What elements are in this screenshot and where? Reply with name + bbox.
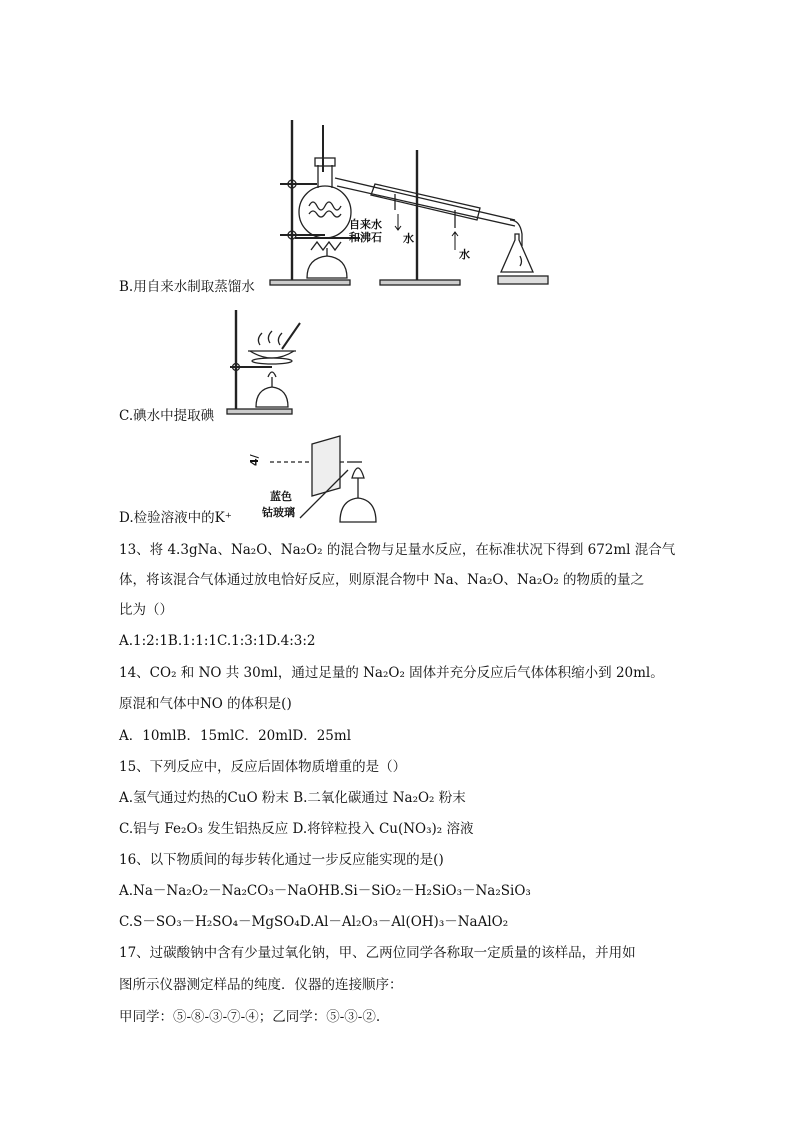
distillation-figure <box>265 110 555 295</box>
q13-line3: 比为（） <box>119 602 173 618</box>
q17-line3: 甲同学：⑤-⑧-③-⑦-④；乙同学：⑤-③-②. <box>119 1009 381 1025</box>
q13-line1: 13、将 4.3gNa、Na₂O、Na₂O₂ 的混合物与足量水反应，在标准状况下得到 672ml 混合气 <box>119 542 676 558</box>
q15-line1: 15、下列反应中，反应后固体物质增重的是（） <box>119 759 407 775</box>
evaporation-figure <box>222 305 312 420</box>
eye-label: 4/ <box>248 454 261 466</box>
glass-label-line2: 钴玻璃 <box>262 506 295 519</box>
q13-line2: 体，将该混合气体通过放电恰好反应，则原混合物中 Na、Na₂O、Na₂O₂ 的物质的量之 <box>119 572 645 588</box>
flame-test-figure <box>240 430 400 530</box>
q14-line1: 14、CO₂ 和 NO 共 30ml，通过足量的 Na₂O₂ 固体并充分反应后气体体积缩小到 20ml。 <box>119 665 664 681</box>
figure-d-caption: D.检验溶液中的K⁺ <box>119 510 232 526</box>
q15-options-ab: A.氢气通过灼热的CuO 粉末 B.二氧化碳通过 Na₂O₂ 粉末 <box>119 790 466 806</box>
q16-options-ab: A.Na－Na₂O₂－Na₂CO₃－NaOHB.Si－SiO₂－H₂SiO₃－Na₂SiO₃ <box>119 883 531 899</box>
q16-line1: 16、以下物质间的每步转化通过一步反应能实现的是() <box>119 852 444 868</box>
water-out-label: 水 <box>403 232 414 245</box>
water-in-label: 水 <box>459 248 470 261</box>
q13-options: A.1:2:1B.1:1:1C.1:3:1D.4:3:2 <box>119 633 316 649</box>
flask-label-line1: 自来水 <box>349 218 382 231</box>
q14-options: A．10mlB．15mlC．20mlD．25ml <box>119 728 352 744</box>
q14-line2: 原混和气体中NO 的体积是() <box>119 696 292 712</box>
figure-c-caption: C.碘水中提取碘 <box>119 408 215 424</box>
q15-options-cd: C.铝与 Fe₂O₃ 发生铝热反应 D.将锌粒投入 Cu(NO₃)₂ 溶液 <box>119 821 474 837</box>
q16-options-cd: C.S－SO₃－H₂SO₄－MgSO₄D.Al－Al₂O₃－Al(OH)₃－NaAlO₂ <box>119 914 509 930</box>
figure-b-caption: B.用自来水制取蒸馏水 <box>119 279 255 295</box>
flask-label-line2: 和沸石 <box>349 231 382 244</box>
q17-line2: 图所示仪器测定样品的纯度．仪器的连接顺序： <box>119 977 403 993</box>
q17-line1: 17、过碳酸钠中含有少量过氧化钠，甲、乙两位同学各称取一定质量的该样品，并用如 <box>119 945 636 961</box>
glass-label-line1: 蓝色 <box>270 490 292 503</box>
